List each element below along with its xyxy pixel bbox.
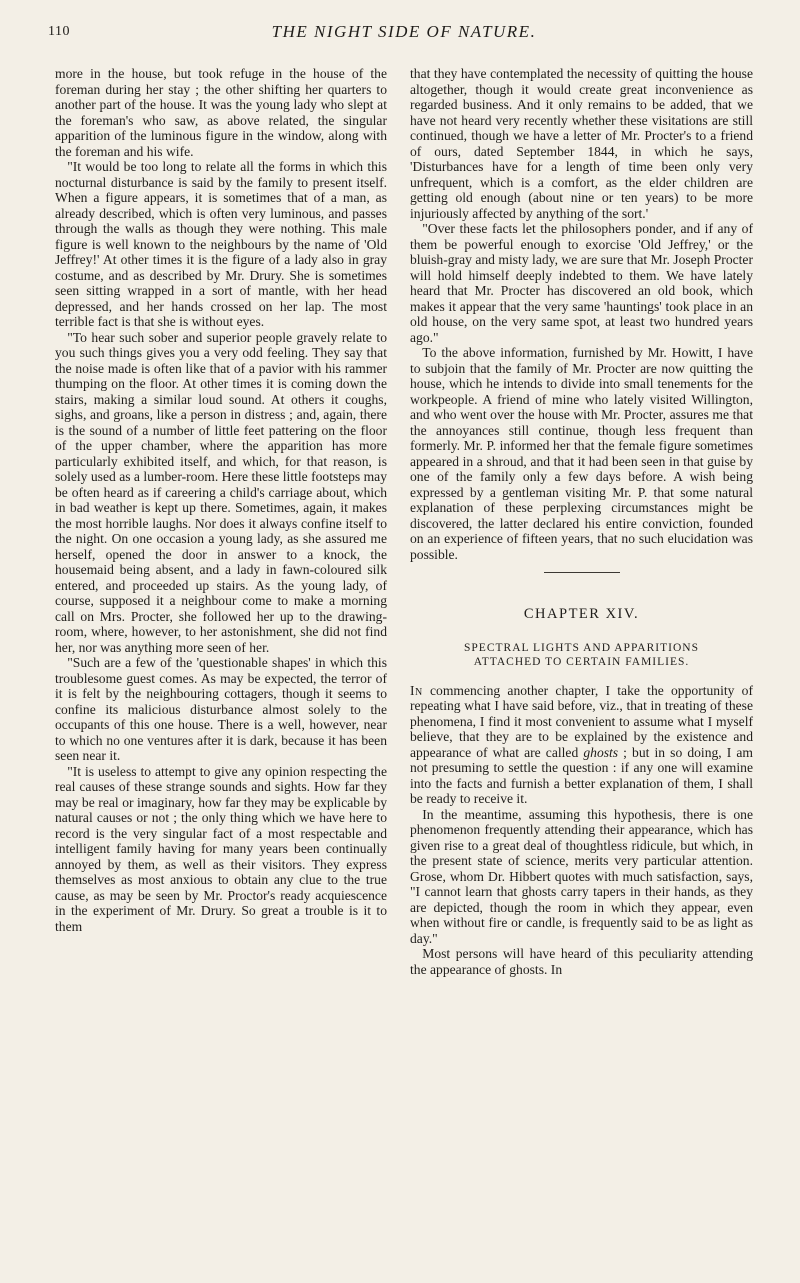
opening-word: In: [410, 682, 423, 698]
left-column: [55, 66, 387, 934]
right-column: [410, 66, 753, 977]
chapter-subtitle-line: ATTACHED TO CERTAIN FAMILIES.: [473, 655, 690, 668]
paragraph: "Over these facts let the philosophers ponder, and if any of them be powerful enough to exorcise 'Old Jeffrey,' or the bluish-gray and misty lady, we are sure that Mr. Joseph Procter will hold himself deeply indebted to them. We have lately heard that Mr. Procter has discovered an old book, which makes it appear that the very same 'hauntings' took place in an old house, on the very same spot, at least two hundred years ago.": [410, 221, 753, 345]
paragraph: To the above information, furnished by Mr. Howitt, I have to subjoin that the family of Mr. Procter are now quitting the house, which he intends to divide into small tenements for the workpeople. A friend of mine who lately visited Willington, and who went over the house with Mr. Procter, assures me that the annoyances still continue, though less frequent than formerly. Mr. P. informed her that the female figure sometimes appeared in a shroud, and that it had been seen in that guise by one of the family only a few days before. A wish being expressed by a gentleman visiting Mr. P. that some natural explanation of these perplexing circumstances might be discovered, the latter declared his entire conviction, founded on an experience of fifteen years, that no such elucidation was possible.: [410, 345, 753, 562]
chapter-heading: CHAPTER XIV.: [523, 606, 640, 622]
paragraph: Most persons will have heard of this peculiarity attending the appearance of ghosts. In: [410, 946, 753, 977]
page-number: 110: [48, 24, 70, 39]
page-header: [48, 22, 760, 48]
opening-rest: ; but in so doing, I am not presuming to settle the question : if any one will examine into the facts and furnish a better explanation of them, I shall be ready to receive it.: [410, 744, 753, 806]
paragraph: that they have contemplated the necessity of quitting the house altogether, though it would create great inconvenience as regarded business. And it only remains to be added, that we have not heard very recently whether these visitations are still continued, though we have a letter of Mr. Procter's to a friend of ours, dated September 1844, in which he says, 'Disturbances have for a length of time been only very unfrequent, which is a comfort, as the elder children are getting old enough (about nine or ten years) to be more injuriously affected by anything of the sort.': [410, 66, 753, 221]
running-title: THE NIGHT SIDE OF NATURE.: [271, 22, 537, 41]
paragraph: "To hear such sober and superior people gravely relate to you such things gives you a very odd feeling. They say that the noise made is often like that of a pavior with his rammer thumping on the floor. At other times it is coming down the stairs, making a similar loud sound. At others it coughs, sighs, and groans, like a person in distress ; and, again, there is the sound of a number of little feet pattering on the floor of the upper chamber, where the apparition has more particularly exhibited itself, and which, for that reason, is solely used as a lumber-room. Here these little footsteps may be often heard as if careering a child's carriage about, which in bad weather is kept up there. Sometimes, again, it makes the most horrible laughs. Nor does it always confine itself to the night. On one occasion a young lady, as she assured me herself, opened the door in answer to a knock, the housemaid being absent, and a lady in fawn-coloured silk entered, and proceeded up stairs. As the young lady, of course, supposed it a neighbour come to make a morning call on Mrs. Procter, she followed her up to the drawing-room, where, however, to her astonishment, she did not find her, nor was anything more seen of her.: [55, 329, 387, 655]
opening-text: commencing another chapter, I take the opportunity of repeating what I have said before, viz., that in treating of these phenomena, I find it most convenient to assume what I myself believe, that they are to be explained by the existence and appearance of what are called: [410, 682, 753, 760]
paragraph: "Such are a few of the 'questionable shapes' in which this troublesome guest comes. As may be expected, the terror of it is felt by the neighbouring cottagers, though it seems to confine its malicious disturbance almost solely to the occupants of this one house. There is a well, however, near to which no one ventures after it is dark, because it has been seen near it.: [55, 655, 387, 763]
paragraph: "It is useless to attempt to give any opinion respecting the real causes of these strange sounds and sights. How far they may be real or imaginary, how far they may be explicable by natural causes or not ; the only thing which we have here to record is the very singular fact of a most respectable and intelligent family having for many years been continually annoyed by them, as well as their visitors. They express themselves as most anxious to obtain any clue to the true cause, as may be seen by Mr. Proctor's ready acquiescence in the experiment of Mr. Drury. So great a trouble is it to them: [55, 763, 387, 934]
italic-term: ghosts: [583, 744, 619, 760]
section-divider: [544, 572, 620, 573]
chapter-subtitle: [410, 641, 753, 669]
paragraph: more in the house, but took refuge in the house of the foreman during her stay ; the other shifting her quarters to another part of the house. It was the young lady who slept at the foreman's who saw, as above related, the singular apparition of the luminous figure in the window, along with the foreman and his wife.: [55, 66, 387, 159]
chapter-subtitle-line: SPECTRAL LIGHTS AND APPARITIONS: [464, 641, 699, 654]
paragraph: "It would be too long to relate all the forms in which this nocturnal disturbance is said by the family to present itself. When a figure appears, it is sometimes that of a man, as already described, which is often very luminous, and passes through the walls as though they were nothing. This male figure is well known to the neighbours by the name of 'Old Jeffrey!' At other times it is the figure of a lady also in gray costume, and as described by Mr. Drury. She is sometimes seen sitting wrapped in a sort of mantle, with her head depressed, and her hands crossed on her lap. The most terrible fact is that she is without eyes.: [55, 159, 387, 329]
paragraph: In the meantime, assuming this hypothesis, there is one phenomenon frequently attending their appearance, which has given rise to a great deal of thoughtless ridicule, but which, in the present state of science, merits very particular attention. Grose, whom Dr. Hibbert quotes with much satisfaction, says, "I cannot learn that ghosts carry tapers in their hands, as they are depicted, though the room in which they appear, even when without fire or candle, is frequently said to be as light as day.": [410, 806, 753, 946]
chapter-opening-paragraph: [410, 683, 753, 807]
